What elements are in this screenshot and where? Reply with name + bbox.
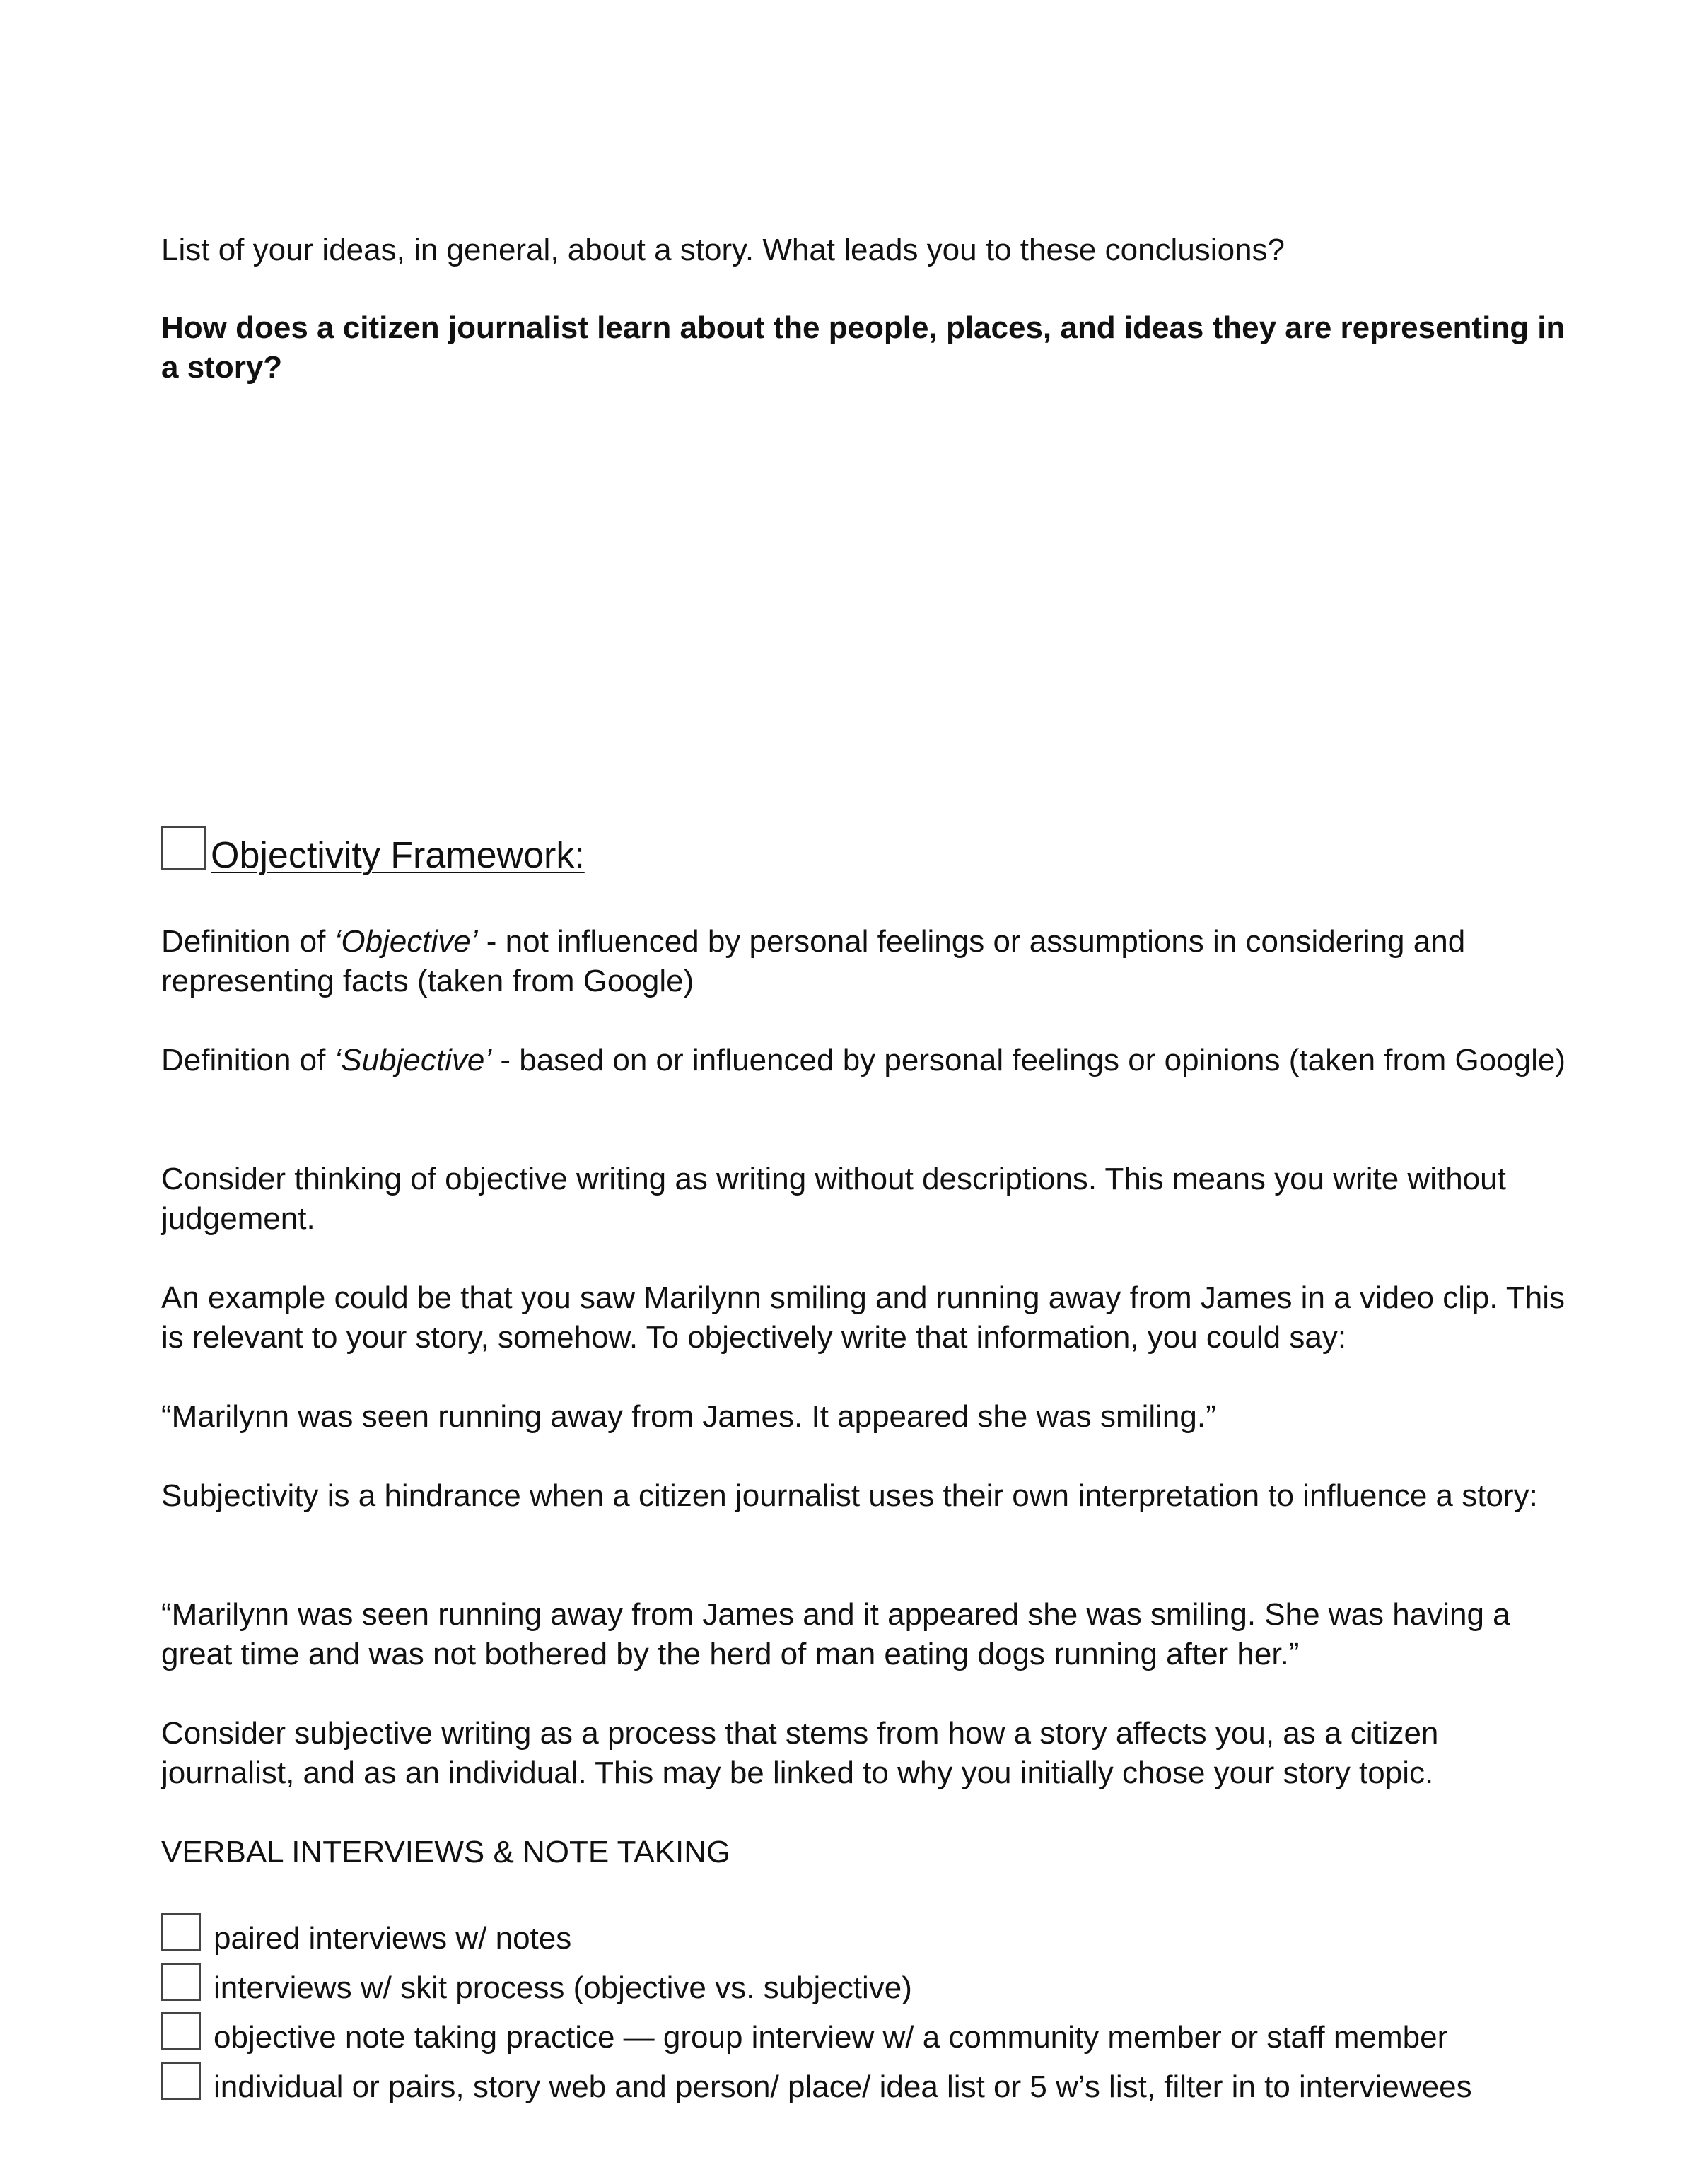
definition-text: - based on or influenced by personal feelings or opinions (taken from Google) <box>491 1043 1566 1078</box>
consider-subjective-paragraph: Consider subjective writing as a process that stems from how a story affects you, as a citizen journalist, and as an individual. This may be linked to why you initially chose your story topic. <box>161 1716 1439 1790</box>
verbal-section-title: VERBAL INTERVIEWS & NOTE TAKING <box>161 1835 731 1869</box>
checklist-item-label: paired interviews w/ notes <box>214 1921 572 1956</box>
intro-prompt: List of your ideas, in general, about a story. What leads you to these conclusions? <box>161 233 1285 267</box>
consider-objective-paragraph: Consider thinking of objective writing as writing without descriptions. This means you write without judgement. <box>161 1162 1506 1236</box>
subjective-definition <box>161 1041 1568 1080</box>
definition-term: ‘Objective’ <box>334 924 478 959</box>
objective-definition <box>161 922 1568 1001</box>
checkbox-icon[interactable] <box>161 1913 201 1951</box>
definition-term: ‘Subjective’ <box>334 1043 492 1078</box>
checklist-item <box>161 1917 1575 1960</box>
checklist-item-label: individual or pairs, story web and person/ place/ idea list or 5 w’s list, filter in to interviewees <box>214 2069 1472 2104</box>
definition-prefix: Definition of <box>161 1043 334 1078</box>
subjective-quote: “Marilynn was seen running away from James and it appeared she was smiling. She was having a great time and was not bothered by the herd of man eating dogs running after her.” <box>161 1597 1510 1671</box>
intro-question: How does a citizen journalist learn about the people, places, and ideas they are representing in a story? <box>161 310 1565 385</box>
checklist-item <box>161 2066 1575 2108</box>
checkbox-icon[interactable] <box>161 2062 201 2100</box>
definition-text: - not influenced by personal feelings or assumptions in considering and representing facts (taken from Google) <box>161 924 1466 998</box>
checkbox-icon[interactable] <box>161 2012 201 2050</box>
checklist-item-label: objective note taking practice — group interview w/ a community member or staff member <box>214 2020 1448 2055</box>
framework-heading <box>161 820 585 877</box>
checkbox-icon[interactable] <box>161 826 206 870</box>
framework-title: Objectivity Framework: <box>211 835 585 876</box>
checklist-item <box>161 1967 1575 2009</box>
subjectivity-paragraph: Subjectivity is a hindrance when a citizen journalist uses their own interpretation to influence a story: <box>161 1478 1538 1513</box>
checkbox-icon[interactable] <box>161 1963 201 2001</box>
definition-prefix: Definition of <box>161 924 334 959</box>
checklist-item <box>161 2016 1575 2059</box>
example-paragraph: An example could be that you saw Marilynn smiling and running away from James in a video clip. This is relevant to your story, somehow. To objectively write that information, you could say: <box>161 1280 1565 1355</box>
objective-quote: “Marilynn was seen running away from James. It appeared she was smiling.” <box>161 1399 1216 1434</box>
checklist-item-label: interviews w/ skit process (objective vs. subjective) <box>214 1970 912 2005</box>
